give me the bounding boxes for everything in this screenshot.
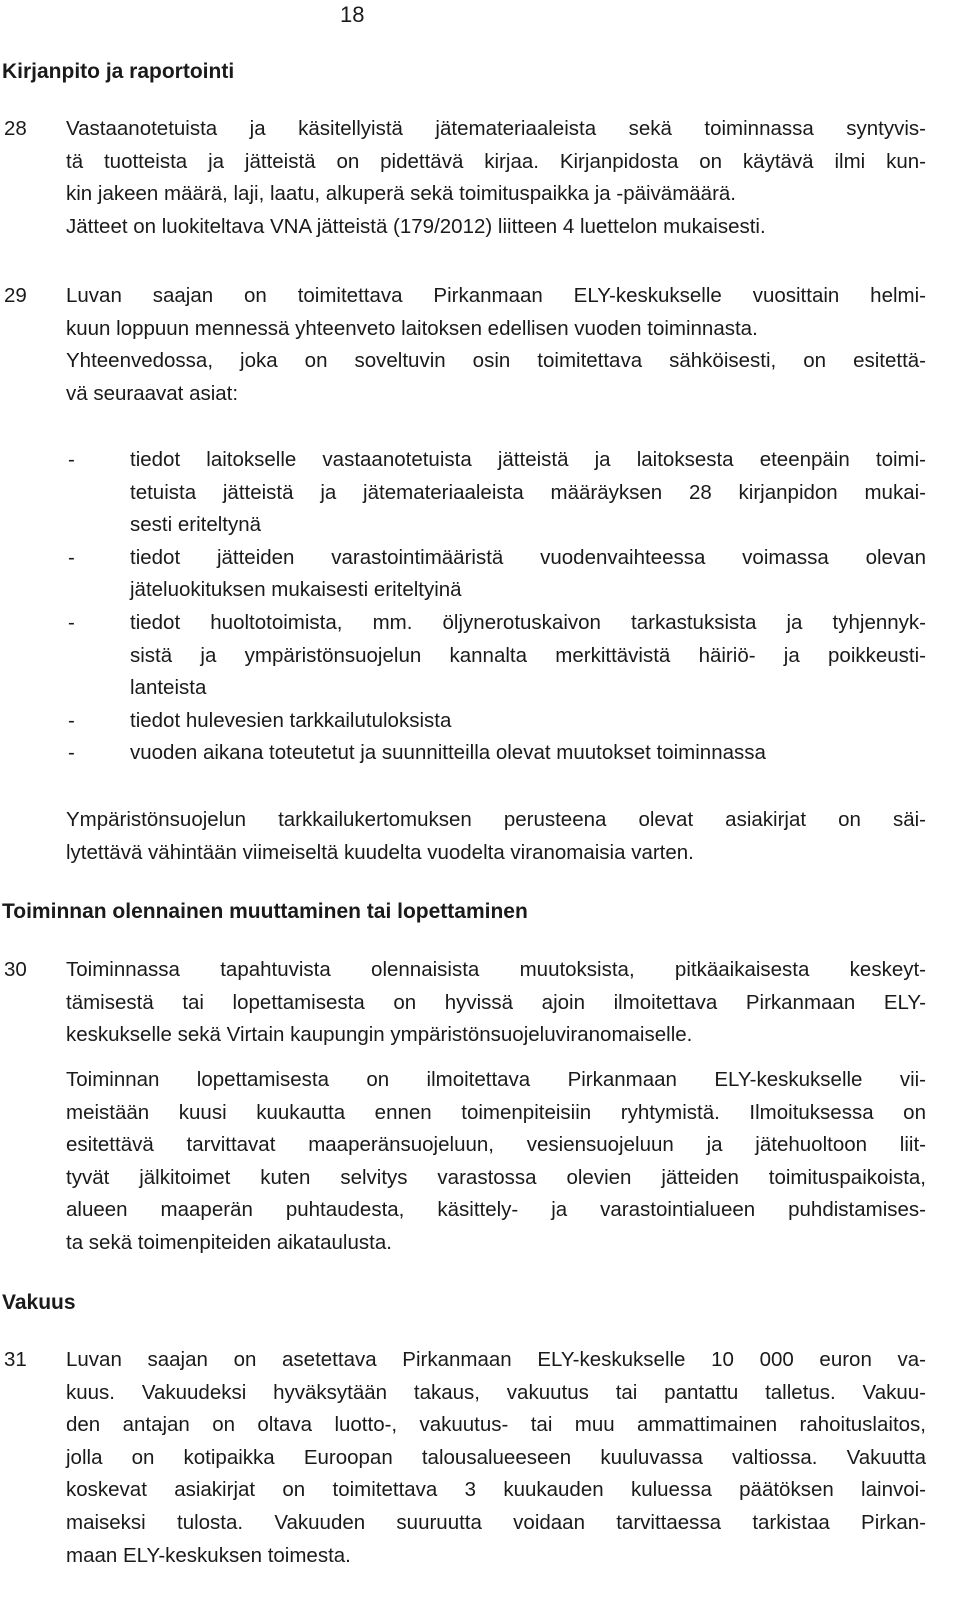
- list-dash: -: [68, 708, 75, 732]
- list-item: [0, 705, 960, 738]
- text-line: Luvan saajan on asetettava Pirkanmaan ELY-keskukselle 10 000 euron va-: [66, 1348, 926, 1371]
- list-dash: -: [68, 741, 75, 765]
- section-heading-toiminnan-muutos: Toiminnan olennainen muuttaminen tai lopettaminen: [2, 900, 528, 923]
- text-line: maan ELY-keskuksen toimesta.: [66, 1543, 351, 1567]
- text-line: kuun loppuun mennessä yhteenveto laitoksen edellisen vuoden toiminnasta.: [66, 316, 758, 340]
- text-line: Toiminnan lopettamisesta on ilmoitettava Pirkanmaan ELY-keskukselle vii-: [66, 1068, 926, 1091]
- list-item: [0, 607, 960, 705]
- text-line: meistään kuusi kuukautta ennen toimenpiteisiin ryhtymistä. Ilmoituksessa on: [66, 1100, 926, 1124]
- text-line: tyvät jälkitoimet kuten selvitys varastossa olevien jätteiden toimituspaikoista,: [66, 1165, 926, 1189]
- text-line: vuoden aikana toteutetut ja suunnitteilla olevat muutokset toiminnassa: [130, 741, 766, 765]
- text-line: Ympäristönsuojelun tarkkailukertomuksen perusteena olevat asiakirjat on säi-: [66, 808, 926, 831]
- list-dash: -: [68, 610, 75, 634]
- paragraph-text: [66, 954, 926, 1052]
- report-items-list: [0, 444, 960, 770]
- list-item-text: [130, 737, 926, 770]
- paragraph-number: 31: [4, 1348, 27, 1371]
- text-line: Yhteenvedossa, joka on soveltuvin osin toimitettava sähköisesti, on esitettä-: [66, 349, 926, 373]
- section-heading-kirjanpito: Kirjanpito ja raportointi: [2, 60, 235, 83]
- paragraph-number: 30: [4, 958, 27, 981]
- list-item: [0, 542, 960, 607]
- text-line: Toiminnassa tapahtuvista olennaisista muutoksista, pitkäaikaisesta keskeyt-: [66, 958, 926, 981]
- list-item-text: [130, 444, 926, 542]
- text-line: tetuista jätteistä ja jätemateriaaleista määräyksen 28 kirjanpidon mukai-: [130, 480, 926, 504]
- section-heading-vakuus: Vakuus: [2, 1291, 76, 1314]
- text-line: keskukselle sekä Virtain kaupungin ympäristönsuojeluviranomaiselle.: [66, 1023, 693, 1047]
- paragraph-number: 28: [4, 117, 27, 140]
- text-line: kuus. Vakuudeksi hyväksytään takaus, vakuutus tai pantattu talletus. Vakuu-: [66, 1380, 926, 1404]
- text-line: tiedot jätteiden varastointimääristä vuodenvaihteessa voimassa olevan: [130, 545, 926, 569]
- list-dash: -: [68, 545, 75, 569]
- text-line: tiedot hulevesien tarkkailutuloksista: [130, 708, 452, 732]
- text-line: sesti eriteltynä: [130, 513, 262, 537]
- text-line: tämisestä tai lopettamisesta on hyvissä ajoin ilmoitettava Pirkanmaan ELY-: [66, 990, 926, 1014]
- text-line: tä tuotteista ja jätteistä on pidettävä kirjaa. Kirjanpidosta on käytävä ilmi kun-: [66, 149, 926, 173]
- list-item-text: [130, 705, 926, 738]
- text-line: ta sekä toimenpiteiden aikataulusta.: [66, 1230, 392, 1254]
- list-item-text: [130, 607, 926, 705]
- text-line: jolla on kotipaikka Euroopan talousalueeseen kuuluvassa valtiossa. Vakuutta: [66, 1445, 926, 1469]
- paragraph-text: [66, 280, 926, 410]
- list-item-text: [130, 542, 926, 607]
- text-line: Vastaanotetuista ja käsitellyistä jätemateriaaleista sekä toiminnassa syntyvis-: [66, 117, 926, 140]
- text-line: vä seuraavat asiat:: [66, 381, 239, 405]
- page-number: 18: [340, 2, 365, 27]
- text-line: tiedot laitokselle vastaanotetuista jätteistä ja laitoksesta eteenpäin toimi-: [130, 448, 926, 471]
- text-line: koskevat asiakirjat on toimitettava 3 kuukauden kuluessa päätöksen lainvoi-: [66, 1478, 926, 1502]
- text-line: sistä ja ympäristönsuojelun kannalta merkittävistä häiriö- ja poikkeusti-: [130, 643, 926, 667]
- text-line: Luvan saajan on toimitettava Pirkanmaan ELY-keskukselle vuosittain helmi-: [66, 284, 926, 307]
- text-line: jäteluokituksen mukaisesti eriteltyinä: [130, 578, 462, 602]
- list-dash: -: [68, 448, 75, 471]
- text-line: den antajan on oltava luotto-, vakuutus- tai muu ammattimainen rahoituslaitos,: [66, 1413, 926, 1437]
- text-line: lanteista: [130, 676, 207, 700]
- list-item: [0, 737, 960, 770]
- paragraph-30-continued: [66, 1064, 926, 1260]
- text-line: kin jakeen määrä, laji, laatu, alkuperä sekä toimituspaikka ja -päivämäärä.: [66, 182, 737, 206]
- list-item: [0, 444, 960, 542]
- archive-note-paragraph: [66, 804, 926, 869]
- text-line: alueen maaperän puhtaudesta, käsittely- ja varastointialueen puhdistamises-: [66, 1198, 926, 1222]
- text-line: maiseksi tulosta. Vakuuden suuruutta voidaan tarvittaessa tarkistaa Pirkan-: [66, 1510, 926, 1534]
- text-line: tiedot huoltotoimista, mm. öljynerotuskaivon tarkastuksista ja tyhjennyk-: [130, 610, 926, 634]
- paragraph-number: 29: [4, 284, 27, 307]
- text-line: esitettävä tarvittavat maaperänsuojeluun, vesiensuojeluun ja jätehuoltoon liit-: [66, 1133, 926, 1157]
- paragraph-text: [66, 1344, 926, 1572]
- paragraph-text: [66, 113, 926, 243]
- text-line: Jätteet on luokiteltava VNA jätteistä (179/2012) liitteen 4 luettelon mukaisesti.: [66, 214, 766, 238]
- text-line: lytettävä vähintään viimeiseltä kuudelta vuodelta viranomaisia varten.: [66, 840, 694, 864]
